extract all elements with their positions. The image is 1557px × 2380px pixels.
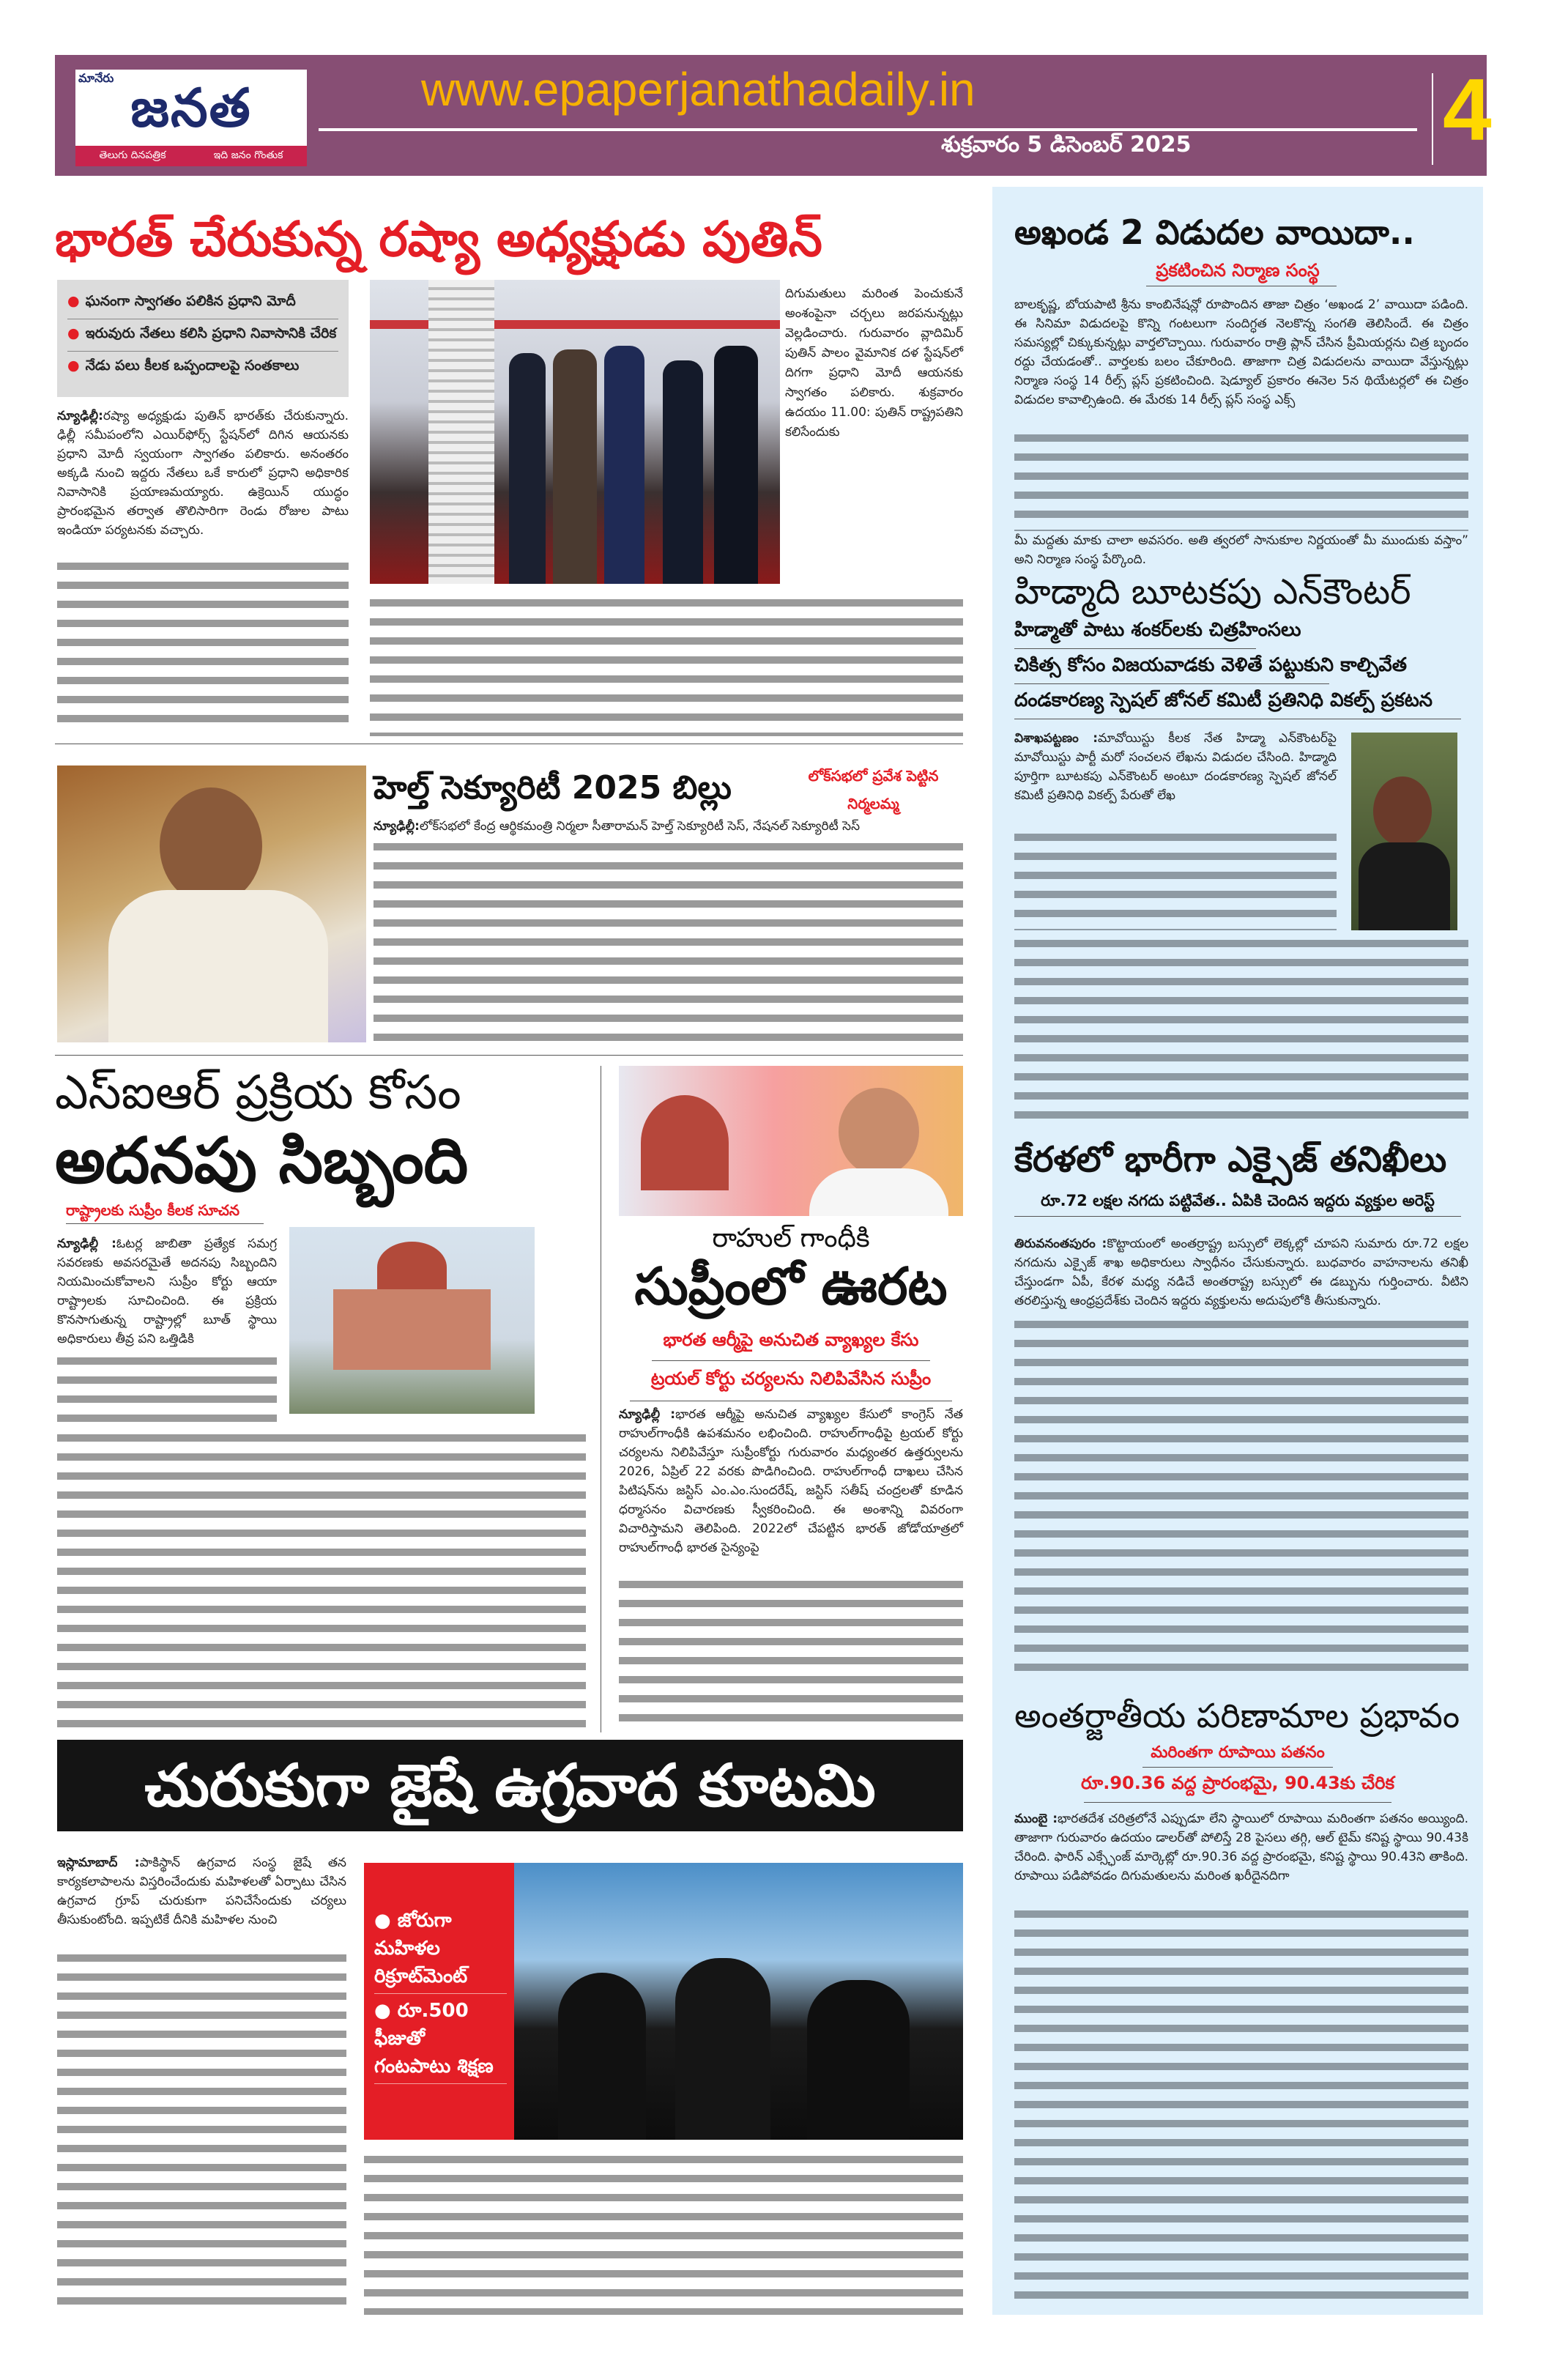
text-continuation xyxy=(57,1428,586,1729)
nirmala-sitharaman-photo xyxy=(57,765,366,1042)
rupee-subheadline-2: రూ.90.36 వద్ద ప్రారంభమై, 90.43కు చేరిక xyxy=(1080,1773,1395,1793)
text-continuation xyxy=(1014,429,1468,531)
divider xyxy=(652,1360,930,1361)
divider xyxy=(66,1223,264,1224)
akhanda-subheadline: ప్రకటించిన నిర్మాణ సంస్థ xyxy=(1156,260,1320,281)
text-continuation xyxy=(370,593,963,736)
rupee-headline: అంతర్జాతీయ పరిణామాల ప్రభావం xyxy=(1014,1696,1460,1735)
highlight-item: ● ఘనంగా స్వాగతం పలికిన ప్రధాని మోదీ xyxy=(67,287,338,319)
text-continuation xyxy=(1014,828,1337,930)
rupee-subheadline-1: మరింతగా రూపాయి పతనం xyxy=(1151,1743,1325,1762)
page-number: 4 xyxy=(1443,61,1492,159)
akhanda-article-body: బాలకృష్ణ, బోయపాటి శ్రీను కాంబినేషన్లో రూపొందిన తాజా చిత్రం ‘అఖండ 2’ వాయిదా పడింది. ఈ సినిమా విడుదలపై కొన్ని గంటలుగా సందిగ్ధత నెలకొన్న సంగతి తెలిసిందే. ఈ చిత్రం సమస్యల్లో చిక్కుకున్నట్లు వార్తలొచ్చాయి. గురువారం రాత్రి ప్లాన్ చేసిన ప్రీమియర్లను చిత్ర బృందం రద్దు చేయడంతో.. వార్తలకు బలం చేకూరింది. తాజాగా చిత్ర విడుదలను వాయిదా వేస్తున్నట్లు నిర్మాణ సంస్థ 14 రీల్స్ ప్లస్ ప్రకటించింది. షెడ్యూల్ ప్రకారం ఈనెల 5న థియేటర్లలో ఈ చిత్రం విడుదల కావాల్సిఉంది. ఈ మేరకు 14 రీల్స్ ప్లస్ సంస్థ ఎక్స్ xyxy=(1014,297,1468,407)
header-divider xyxy=(319,128,1417,131)
akhanda-article-end: మీ మద్దతు మాకు చాలా అవసరం. అతి త్వరలో సానుకూల నిర్ణయంతో మీ ముందుకు వస్తాం” అని నిర్మాణ సంస్థ పేర్కొంది. xyxy=(1014,533,1468,567)
text-continuation xyxy=(57,1949,346,2315)
rahul-subheadline-1: భారత ఆర్మీపై అనుచిత వ్యాఖ్యల కేసు xyxy=(663,1330,919,1350)
akhanda-headline: అఖండ 2 విడుదల వాయిదా.. xyxy=(1014,212,1415,252)
text-continuation xyxy=(1014,1315,1468,1681)
text-continuation xyxy=(619,1575,963,1729)
epaper-url[interactable]: www.epaperjanathadaily.in xyxy=(421,63,976,116)
sir-article-body: న్యూఢిల్లీ :ఓటర్ల జాబితా ప్రత్యేక సమగ్ర సవరణకు అవసరమైతే అదనపు సిబ్బందిని నియమించుకోవాలని సుప్రీం కోర్టు ఆయా రాష్ట్రాలకు సూచించింది. ఈ ప్రక్రియ కొనసాగుతున్న రాష్ట్రాల్లో బూత్ స్థాయి అధికారులు తీవ్ర పని ఒత్తిడికి xyxy=(57,1237,277,1346)
highlight-item: ● ఇరువురు నేతలు కలిసి ప్రధాని నివాసానికి చేరిక xyxy=(67,319,338,352)
highlight-item: ● నేడు పలు కీలక ఒప్పందాలపై సంతకాలు xyxy=(67,357,300,374)
text-continuation xyxy=(374,837,963,1042)
sir-subheadline: రాష్ట్రాలకు సుప్రీం కీలక సూచన xyxy=(66,1201,239,1219)
logo-tag-right: ఇది జనం గొంతుక xyxy=(213,149,283,161)
putin-headline: భారత్ చేరుకున్న రష్యా అధ్యక్షుడు పుతిన్ xyxy=(55,211,822,267)
right-sidebar-column xyxy=(992,187,1483,2315)
logo-tag-left: తెలుగు దినపత్రిక xyxy=(99,149,166,161)
putin-side-body: దిగుమతులు మరింత పెంచుకునే అంశంపైనా చర్చలు జరపనున్నట్లు వెల్లడించారు. గురువారం వ్లాదిమిర్ పుతిన్ పాలం వైమానిక దళ స్టేషన్‌లో దిగగా ప్రధాని మోదీ ఆయనకు స్వాగతం పలికారు. శుక్రవారం ఉదయం 11.00: పుతిన్ రాష్ట్రపతిని కలిసేందుకు xyxy=(785,286,963,440)
putin-modi-photo xyxy=(370,280,780,584)
kerala-subheadline: రూ.72 లక్షల నగదు పట్టివేత.. ఏపికి చెందిన ఇద్దరు వ్యక్తుల అరెస్ట్ xyxy=(1041,1192,1435,1209)
sir-headline-line2: అదనపు సిబ్బంది xyxy=(55,1124,469,1198)
text-continuation xyxy=(1014,934,1468,1124)
highlight-item: ● జోరుగా మహిళల రిక్రూట్‌మెంట్ xyxy=(374,1907,507,1994)
health-kicker: లోక్‌సభలో ప్రవేశ పెట్టిన నిర్మలమ్మ xyxy=(808,767,939,812)
rahul-headline-line1: రాహుల్ గాంధీకి xyxy=(712,1223,870,1253)
jaish-highlights xyxy=(364,1863,514,2140)
putin-highlights xyxy=(57,280,349,397)
kerala-headline: కేరళలో భారీగా ఎక్సైజ్ తనిఖీలు xyxy=(1014,1139,1447,1180)
rahul-subheadline-2: ట్రయల్ కోర్టు చర్యలను నిలిపివేసిన సుప్రీం xyxy=(650,1368,932,1389)
vikalp-photo xyxy=(1351,733,1457,930)
rahul-headline-line2: సుప్రీంలో ఊరట xyxy=(634,1256,948,1316)
divider xyxy=(55,1055,963,1056)
logo-name: జనత xyxy=(130,77,252,138)
putin-article-body: న్యూఢిల్లీ:రష్యా అధ్యక్షుడు పుతిన్ భారత్‌కు చేరుకున్నారు. ఢిల్లీ సమీపంలోని ఎయిర్‌ఫోర్స్ స్టేషన్‌లో దిగిన ఆయనకు ప్రధాని మోదీ స్వయంగా స్వాగతం పలికారు. అనంతరం అక్కడి నుంచి ఇద్దరు నేతలు ఒకే కారులో ప్రధాని అధికారిక నివాసానికి ప్రయాణమయ్యారు. ఉక్రెయిన్ యుద్ధం ప్రారంభమైన తర్వాత తొలిసారిగా రెండు రోజుల పాటు ఇండియా పర్యటనకు వచ్చారు. xyxy=(57,409,349,538)
sir-headline-line1: ఎస్ఐఆర్ ప్రక్రియ కోసం xyxy=(55,1066,461,1120)
divider xyxy=(1014,648,1256,649)
text-continuation xyxy=(364,2150,963,2315)
hidma-article-body: విశాఖపట్టణం :మావోయిస్టు కీలక నేత హిడ్మా ఎన్‌కౌంటర్‌పై మావోయిస్టు పార్టీ మరో సంచలన లేఖను విడుదల చేసింది. హిడ్మాది పూర్తిగా బూటకపు ఎన్‌కౌంటర్ అంటూ దండకారణ్య స్పెషల్ జోనల్ కమిటీ ప్రతినిధి వికల్ప్ పేరుతో లేఖ xyxy=(1014,731,1337,803)
supreme-court-photo xyxy=(289,1227,535,1414)
health-bill-headline: హెల్త్ సెక్యూరిటీ 2025 బిల్లు xyxy=(374,769,732,807)
divider xyxy=(1142,1767,1333,1768)
logo-prefix: మానేరు xyxy=(78,71,114,85)
hidma-headline: హిడ్మాది బూటకపు ఎన్‌కౌంటర్ xyxy=(1014,571,1411,612)
divider xyxy=(1084,1802,1391,1803)
text-continuation xyxy=(1014,1905,1468,2304)
highlight-item: ● రూ.500 ఫీజుతో గంటపాటు శిక్షణ xyxy=(374,1997,507,2084)
hidma-subheadline-1: హిడ్మాతో పాటు శంకర్‌లకు చిత్రహింసలు xyxy=(1014,619,1301,641)
jaish-article-body: ఇస్లామాబాద్ :పాకిస్థాన్ ఉగ్రవాద సంస్థ జైషే తన కార్యకలాపాలను విస్తరించేందుకు మహిళలతో ఏర్పాటు చేసిన ఉగ్రవాద గ్రూప్ చురుకుగా పనిచేసేందుకు చర్యలు తీసుకుంటోంది. ఇప్పటికే దీనికి మహిళల నుంచి xyxy=(57,1856,346,1927)
rahul-article-body: న్యూఢిల్లీ :భారత ఆర్మీపై అనుచిత వ్యాఖ్యల కేసులో కాంగ్రెస్ నేత రాహుల్‌గాంధీకి ఉపశమనం లభించింది. రాహుల్‌గాంధీపై ట్రయల్ కోర్టు చర్యలను నిలిపివేస్తూ సుప్రీంకోర్టు గురువారం మధ్యంతర ఉత్తర్వులను 2026, ఏప్రిల్ 22 వరకు పొడిగించింది. రాహుల్‌గాంధీ దాఖలు చేసిన పిటిషన్‌ను జస్టిస్ ఎం.ఎం.సుందరేష్, జస్టిస్ సతీష్ చంద్రలతో కూడిన ధర్మాసనం విచారణకు స్వీకరించింది. ఈ అంశాన్ని వివరంగా విచారిస్తామని తెలిపింది. 2022లో చేపట్టిన భారత్ జోడోయాత్రలో రాహుల్‌గాంధీ భారత సైన్యంపై xyxy=(619,1407,963,1555)
header-vertical-divider xyxy=(1432,73,1433,165)
divider xyxy=(1014,683,1329,684)
health-article-body: న్యూఢిల్లీ:లోక్‌సభలో కేంద్ర ఆర్థికమంత్రి నిర్మలా సీతారామన్ హెల్త్ సెక్యూరిటీ సెస్, నేషనల్ సెక్యూరిటీ సెస్ xyxy=(374,819,861,834)
text-continuation xyxy=(57,1352,277,1425)
kerala-article-body: తిరువనంతపురం :కొట్టాయంలో అంతర్రాష్ట్ర బస్సులో లెక్కల్లో చూపని సుమారు రూ.72 లక్షల నగదును ఎక్సైజ్ శాఖ అధికారులు స్వాధీనం చేసుకున్నారు. బుధవారం వాహనాలను తనిఖీ చేస్తుండగా ఏపీ, కేరళ మధ్య నడిచే అంతరాష్ట్ర బస్సులో ఈ డబ్బును గుర్తించారు. వీటిని తరలిస్తున్న ఆంధ్రప్రదేశ్‌కు చెందిన ఇద్దరు వ్యక్తులను అదుపులోకి తీసుకున్నారు. xyxy=(1014,1237,1468,1308)
jaish-headline-banner: చురుకుగా జైషే ఉగ్రవాద కూటమి xyxy=(57,1740,963,1831)
issue-date: శుక్రవారం 5 డిసెంబర్ 2025 xyxy=(941,132,1192,157)
hidma-subheadline-2: చికిత్స కోసం విజయవాడకు వెళితే పట్టుకుని కాల్చివేత xyxy=(1014,654,1407,676)
divider xyxy=(1014,1216,1461,1217)
masthead xyxy=(55,55,1492,176)
rupee-article-body: ముంబై :భారతదేశ చరిత్రలోనే ఎప్పుడూ లేని స్థాయిలో రూపాయి మరింతగా పతనం అయ్యింది. తాజాగా గురువారం ఉదయం డాలర్‌తో పోలిస్తే 28 పైసలు తగ్గి, ఆల్ టైమ్ కనిష్ట స్థాయి 90.43కి చేరింది. ఫారిన్ ఎక్స్ఛేంజ్ మార్కెట్లో రూ.90.36 వద్ద ప్రారంభమై, కనిష్ట స్థాయి 90.43ని తాకింది. రూపాయి పడిపోవడం దిగుమతులను మరింత ఖరీదైనదిగా xyxy=(1014,1812,1468,1883)
jaish-women-photo xyxy=(514,1863,963,2140)
rahul-gandhi-photo xyxy=(619,1066,963,1216)
hidma-subheadline-3: దండకారణ్య స్పెషల్ జోనల్ కమిటీ ప్రతినిధి వికల్ప్ ప్రకటన xyxy=(1014,689,1433,711)
text-continuation xyxy=(57,557,349,733)
janatha-logo xyxy=(75,70,307,166)
